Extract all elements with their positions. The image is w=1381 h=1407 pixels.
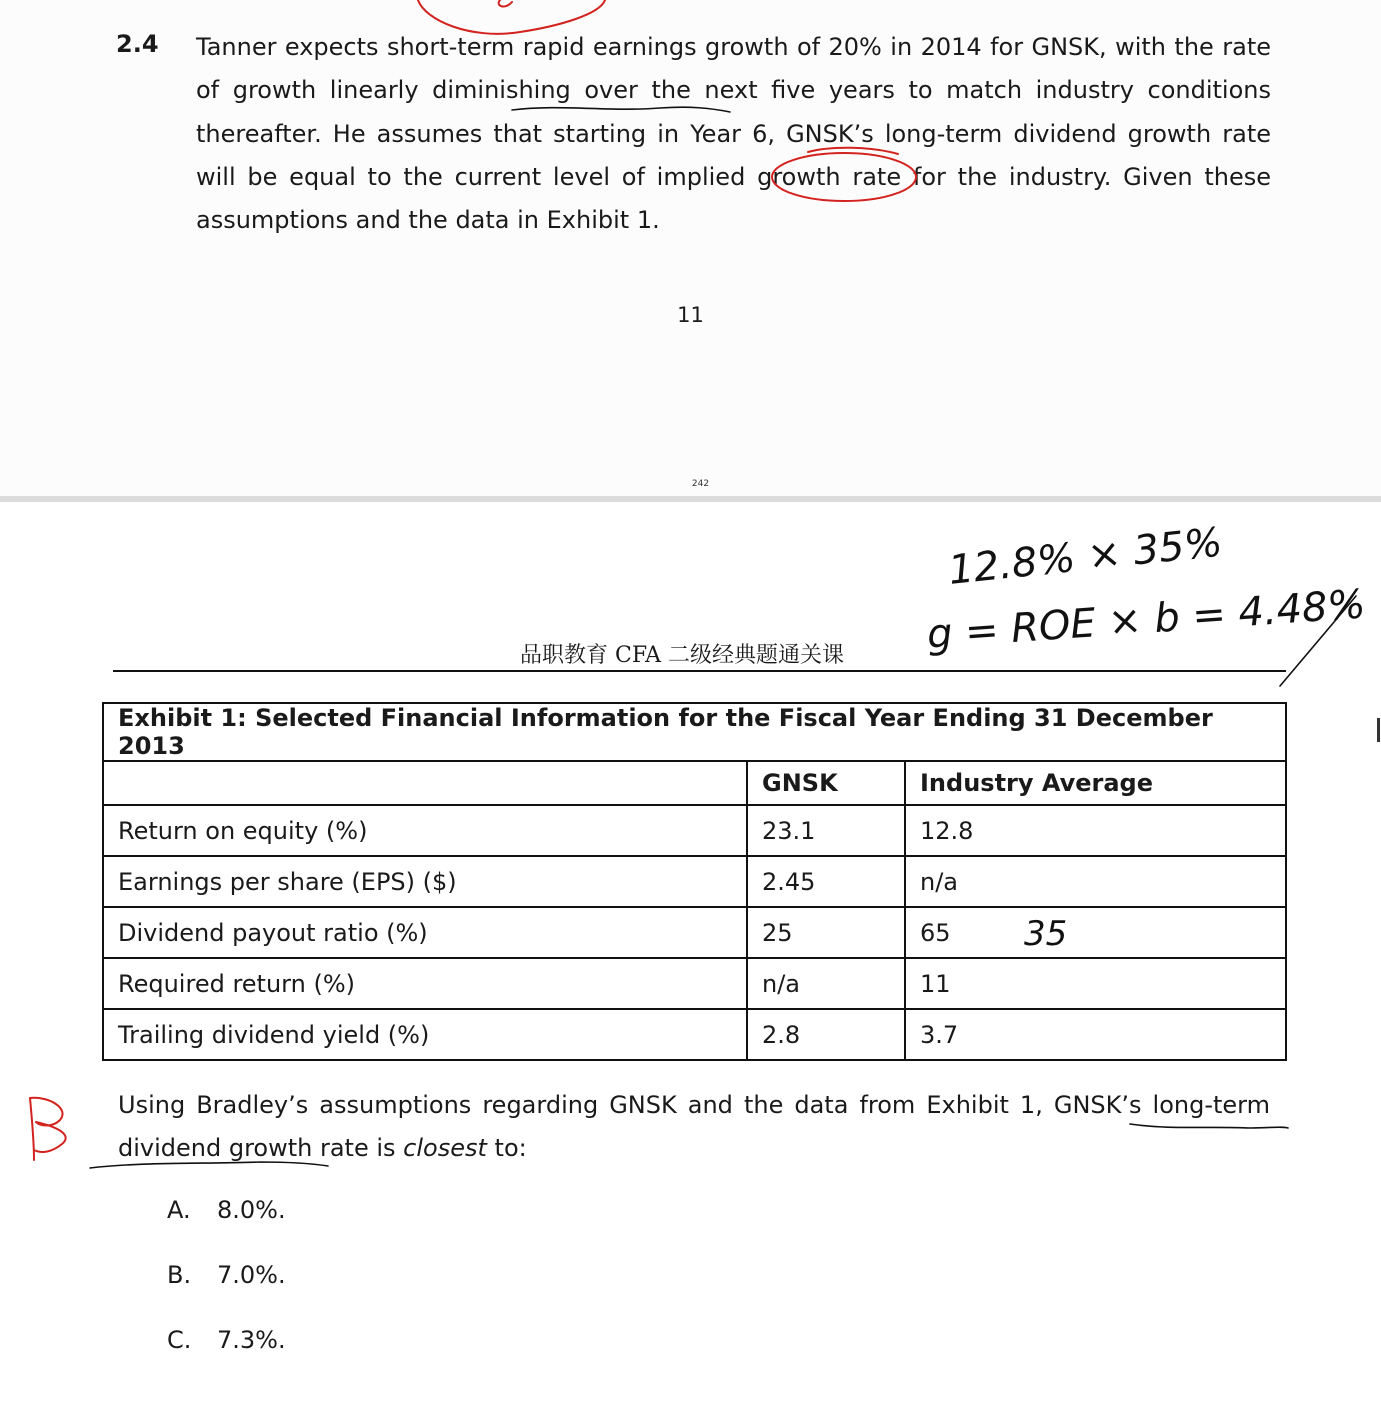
choice-letter: B. (167, 1261, 192, 1289)
industry-value: 3.7 (905, 1009, 1286, 1060)
annotation-payout-note: 35 (1024, 914, 1068, 954)
choice-text: 8.0%. (217, 1196, 286, 1224)
industry-value: 12.8 (905, 805, 1286, 856)
row-label: Return on equity (%) (103, 805, 747, 856)
question-paragraph: Tanner expects short-term rapid earnings growth of 20% in 2014 for GNSK, with the rate of growth linearly diminishing over the next five years to match industry conditions thereafter. He assumes that starting in Year 6, GNSK’s long-term dividend growth rate will be equal to the current level of implied growth rate for the industry. Given these assumptions and the data in Exhibit 1. (196, 33, 1271, 235)
annotation-line-2: g = ROE × b = 4.48% (925, 581, 1367, 658)
gnsk-value: 25 (747, 907, 905, 958)
exhibit-caption: Exhibit 1: Selected Financial Information for the Fiscal Year Ending 31 December 2013 (103, 703, 1286, 761)
pdf-page-index: 242 (691, 479, 710, 489)
gnsk-value: 2.45 (747, 856, 905, 907)
header-cell-industry: Industry Average (905, 761, 1286, 805)
choice-letter: A. (167, 1196, 191, 1224)
row-label: Earnings per share (EPS) ($) (103, 856, 747, 907)
industry-value: 11 (905, 958, 1286, 1009)
gnsk-value: n/a (747, 958, 905, 1009)
choice-text: 7.0%. (217, 1261, 286, 1289)
row-label: Trailing dividend yield (%) (103, 1009, 747, 1060)
header-cell-gnsk: GNSK (747, 761, 905, 805)
stem-emphasis: closest (403, 1134, 487, 1163)
page-number: 11 (677, 303, 704, 327)
course-header-title: 品职教育 CFA 二级经典题通关课 (520, 643, 845, 668)
choice-letter: C. (167, 1326, 192, 1354)
gnsk-value: 2.8 (747, 1009, 905, 1060)
annotation-line-1: 12.8% × 35% (946, 519, 1225, 594)
choice-text: 7.3%. (217, 1326, 286, 1354)
industry-value: 65 (905, 907, 1286, 958)
industry-value: n/a (905, 856, 1286, 907)
stem-text: Using Bradley’s assumptions regarding GNSK and the data from Exhibit 1, GNSK’s long-term dividend growth rate is (118, 1091, 1270, 1163)
gnsk-value: 23.1 (747, 805, 905, 856)
stem-tail: to: (486, 1134, 527, 1163)
question-number: 2.4 (116, 30, 159, 58)
row-label: Dividend payout ratio (%) (103, 907, 747, 958)
row-label: Required return (%) (103, 958, 747, 1009)
